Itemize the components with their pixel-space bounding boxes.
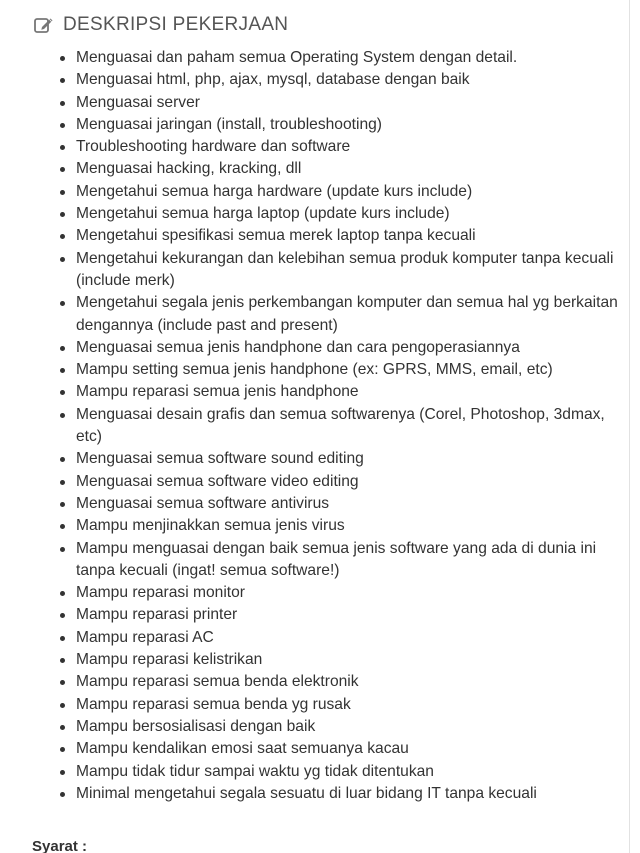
requirements-heading: Syarat : <box>32 838 88 853</box>
list-item: Mengetahui spesifikasi semua merek laptop tanpa kecuali <box>58 225 624 247</box>
list-item: Mampu tidak tidur sampai waktu yg tidak ditentukan <box>58 761 624 783</box>
list-item: Menguasai desain grafis dan semua softwarenya (Corel, Photoshop, 3dmax, etc) <box>58 404 624 449</box>
list-item: Menguasai dan paham semua Operating System dengan detail. <box>58 47 624 69</box>
list-item: Menguasai semua software antivirus <box>58 493 624 515</box>
section-title: DESKRIPSI PEKERJAAN <box>63 14 289 35</box>
list-item: Menguasai semua software sound editing <box>58 448 624 470</box>
list-item: Mampu kendalikan emosi saat semuanya kacau <box>58 738 624 760</box>
list-item: Menguasai semua software video editing <box>58 471 624 493</box>
list-item: Menguasai server <box>58 92 624 114</box>
list-item: Minimal mengetahui segala sesuatu di luar bidang IT tanpa kecuali <box>58 783 624 805</box>
list-item: Menguasai semua jenis handphone dan cara pengoperasiannya <box>58 337 624 359</box>
list-item: Mampu reparasi semua jenis handphone <box>58 381 624 403</box>
list-item: Mampu setting semua jenis handphone (ex: GPRS, MMS, email, etc) <box>58 359 624 381</box>
list-item: Troubleshooting hardware dan software <box>58 136 624 158</box>
list-item: Mampu reparasi monitor <box>58 582 624 604</box>
list-item: Mampu reparasi semua benda yg rusak <box>58 694 624 716</box>
list-item: Menguasai hacking, kracking, dll <box>58 158 624 180</box>
list-item: Mampu reparasi kelistrikan <box>58 649 624 671</box>
list-item: Mampu menjinakkan semua jenis virus <box>58 515 624 537</box>
list-item: Menguasai html, php, ajax, mysql, database dengan baik <box>58 69 624 91</box>
list-item: Mengetahui segala jenis perkembangan komputer dan semua hal yg berkaitan dengannya (include past and present) <box>58 292 624 337</box>
list-item: Mengetahui semua harga laptop (update kurs include) <box>58 203 624 225</box>
list-item: Mengetahui kekurangan dan kelebihan semua produk komputer tanpa kecuali (include merk) <box>58 248 624 293</box>
list-item: Menguasai jaringan (install, troubleshooting) <box>58 114 624 136</box>
list-item: Mengetahui semua harga hardware (update kurs include) <box>58 181 624 203</box>
edit-icon <box>34 16 54 34</box>
list-item: Mampu reparasi semua benda elektronik <box>58 671 624 693</box>
list-item: Mampu bersosialisasi dengan baik <box>58 716 624 738</box>
list-item: Mampu menguasai dengan baik semua jenis software yang ada di dunia ini tanpa kecuali (ingat! semua software!) <box>58 538 624 583</box>
section-heading <box>34 14 288 36</box>
job-requirements-list <box>58 47 624 805</box>
list-item: Mampu reparasi AC <box>58 627 624 649</box>
list-item: Mampu reparasi printer <box>58 604 624 626</box>
